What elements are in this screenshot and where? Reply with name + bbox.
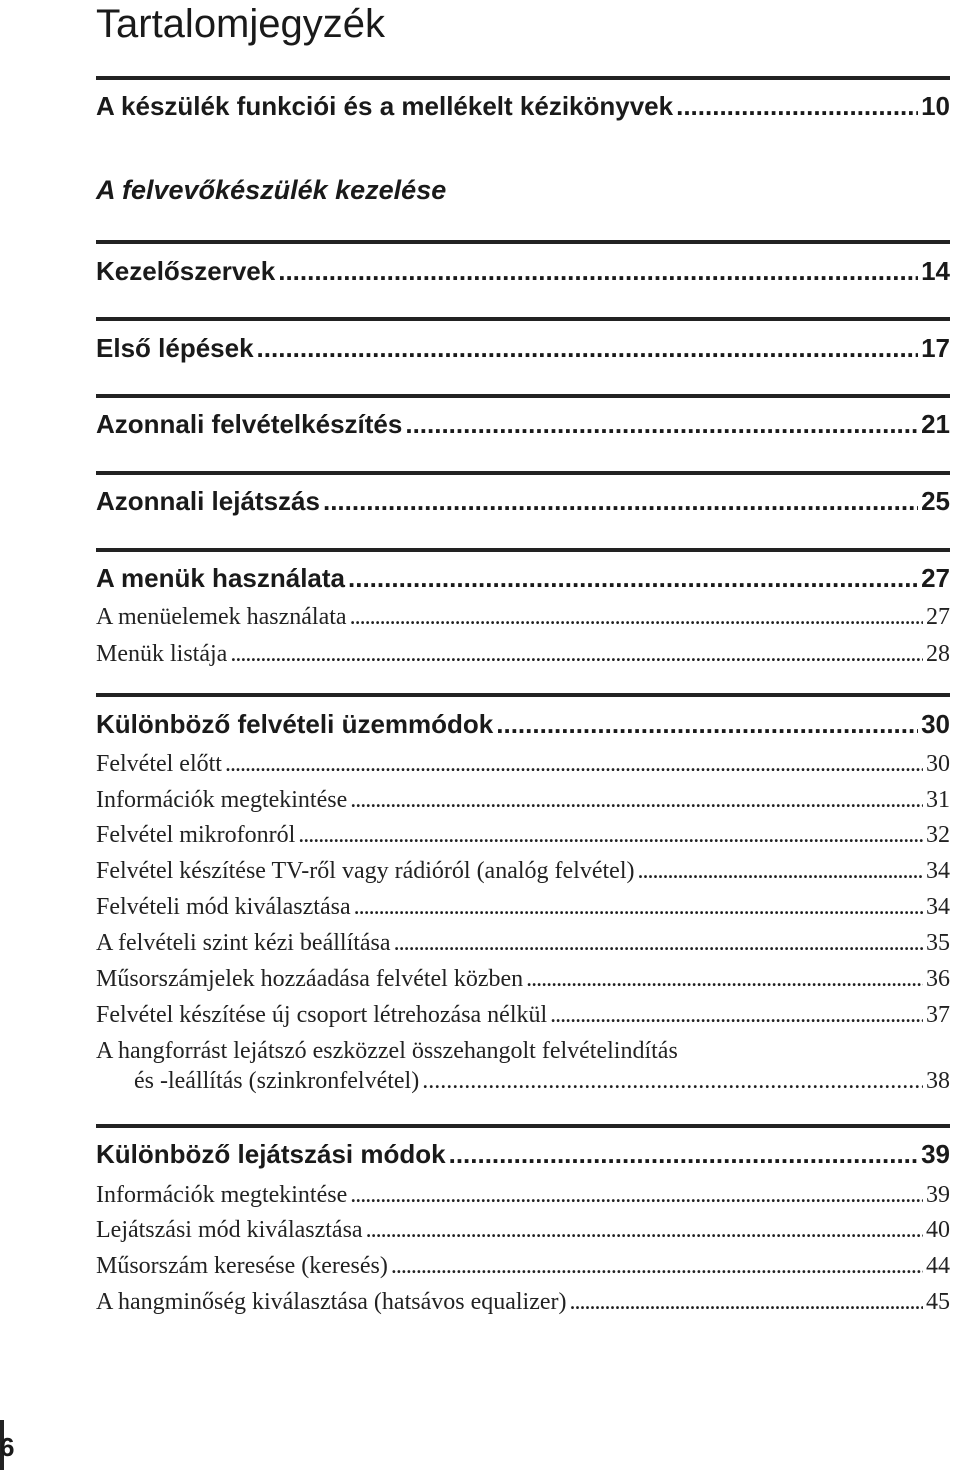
toc-subentry-page: 44 — [926, 1253, 950, 1279]
toc-entry-page: 39 — [921, 1139, 950, 1169]
page-number: 6 — [0, 1432, 15, 1462]
toc-subentry-title: Felvételi mód kiválasztása — [96, 894, 351, 920]
dot-leader — [350, 1177, 923, 1213]
toc-subentry-page: 32 — [926, 822, 950, 848]
dot-leader — [570, 1284, 923, 1320]
dot-leader — [354, 889, 923, 925]
toc-subentry-title: Információk megtekintése — [96, 1182, 348, 1208]
toc-subentry-page: 45 — [926, 1289, 950, 1315]
dot-leader — [526, 961, 923, 997]
dot-leader — [449, 1137, 918, 1171]
toc-entry-title: A menük használata — [96, 563, 346, 593]
toc-subentry-page: 36 — [926, 966, 950, 992]
toc-subentry-title: Műsorszám keresése (keresés) — [96, 1253, 388, 1279]
toc-entry[interactable] — [96, 89, 950, 123]
toc-subentry[interactable] — [96, 1177, 950, 1213]
section-rule — [96, 394, 950, 398]
toc-subentry-page: 38 — [926, 1068, 950, 1094]
toc-entry[interactable] — [96, 1137, 950, 1171]
toc-subentry[interactable] — [96, 961, 950, 997]
dot-leader — [350, 599, 923, 635]
toc-subentry-title: Felvétel mikrofonról — [96, 822, 296, 848]
dot-leader — [366, 1212, 923, 1248]
toc-entry[interactable] — [96, 707, 950, 741]
toc-subentry[interactable] — [96, 1284, 950, 1320]
toc-subentry-title-line2: és -leállítás (szinkronfelvétel) — [134, 1068, 420, 1094]
toc-entry-page: 27 — [921, 563, 950, 593]
section-rule — [96, 317, 950, 321]
toc-subentry-page: 39 — [926, 1182, 950, 1208]
toc-subentry-title: Felvétel előtt — [96, 751, 222, 777]
dot-leader — [298, 817, 923, 853]
toc-subentry-wrapped[interactable] — [96, 1036, 950, 1096]
toc-subentry-page: 30 — [926, 751, 950, 777]
dot-leader — [550, 997, 923, 1033]
dot-leader — [257, 331, 919, 365]
dot-leader — [391, 1248, 923, 1284]
toc-subentry-title: Menük listája — [96, 641, 228, 667]
toc-subentry[interactable] — [96, 817, 950, 853]
dot-leader — [637, 853, 923, 889]
toc-entry[interactable] — [96, 484, 950, 518]
toc-subentry-title-line1: A hangforrást lejátszó eszközzel összehangolt felvételindítás — [96, 1038, 678, 1064]
toc-entry-page: 25 — [921, 486, 950, 516]
section-rule — [96, 693, 950, 697]
toc-subentry[interactable] — [96, 853, 950, 889]
toc-entry[interactable] — [96, 331, 950, 365]
toc-subentry-title: Műsorszámjelek hozzáadása felvétel közben — [96, 966, 524, 992]
section-rule — [96, 548, 950, 552]
section-rule — [96, 240, 950, 244]
toc-subentry[interactable] — [96, 925, 950, 961]
toc-subentry-title: Felvétel készítése új csoport létrehozása nélkül — [96, 1002, 548, 1028]
toc-entry-title: Különböző felvételi üzemmódok — [96, 709, 494, 739]
toc-subentry[interactable] — [96, 636, 950, 672]
toc-entry-title: Első lépések — [96, 333, 254, 363]
toc-subentry-title: A felvételi szint kézi beállítása — [96, 930, 391, 956]
toc-subentry[interactable] — [96, 889, 950, 925]
section-rule — [96, 471, 950, 475]
toc-subentry[interactable] — [96, 782, 950, 818]
toc-entry[interactable] — [96, 254, 950, 288]
toc-entry-title: Különböző lejátszási módok — [96, 1139, 446, 1169]
dot-leader — [278, 254, 918, 288]
toc-subentry-title: A menüelemek használata — [96, 604, 347, 630]
toc-entry-page: 14 — [921, 256, 950, 286]
toc-subentry-page: 34 — [926, 894, 950, 920]
dot-leader — [323, 484, 918, 518]
dot-leader — [496, 707, 918, 741]
dot-leader — [348, 561, 918, 595]
toc-subentry[interactable] — [96, 599, 950, 635]
toc-subentry-page: 31 — [926, 787, 950, 813]
toc-subentry-title: A hangminőség kiválasztása (hatsávos equalizer) — [96, 1289, 567, 1315]
toc-subentry-page: 34 — [926, 858, 950, 884]
toc-entry-title: Kezelőszervek — [96, 256, 276, 286]
toc-entry[interactable] — [96, 407, 950, 441]
toc-entry-page: 21 — [921, 409, 950, 439]
toc-subentry-title: Lejátszási mód kiválasztása — [96, 1217, 363, 1243]
toc-subentry-page: 37 — [926, 1002, 950, 1028]
dot-leader — [350, 782, 923, 818]
dot-leader — [225, 746, 923, 782]
toc-subentry-page: 28 — [926, 641, 950, 667]
toc-subentry-title: Felvétel készítése TV-ről vagy rádióról (analóg felvétel) — [96, 858, 635, 884]
toc-subentry[interactable] — [96, 1248, 950, 1284]
toc-subentry-title: Információk megtekintése — [96, 787, 348, 813]
toc-subentry[interactable] — [96, 746, 950, 782]
toc-entry-page: 10 — [921, 91, 950, 121]
dot-leader — [405, 407, 918, 441]
dot-leader — [394, 925, 923, 961]
toc-subentry[interactable] — [96, 1212, 950, 1248]
dot-leader — [676, 89, 918, 123]
dot-leader — [230, 636, 923, 672]
toc-entry-page: 17 — [921, 333, 950, 363]
toc-entry-title: Azonnali lejátszás — [96, 486, 320, 516]
toc-subentry[interactable] — [96, 997, 950, 1033]
toc-entry[interactable] — [96, 561, 950, 595]
toc-entry-title: Azonnali felvételkészítés — [96, 409, 403, 439]
toc-subentry-page: 40 — [926, 1217, 950, 1243]
dot-leader — [422, 1066, 923, 1096]
toc-subentry-page: 27 — [926, 604, 950, 630]
toc-entry-page: 30 — [921, 709, 950, 739]
section-rule — [96, 1124, 950, 1128]
toc-subentry-page: 35 — [926, 930, 950, 956]
toc-subentry-line2 — [96, 1066, 950, 1096]
toc-entry-title: A készülék funkciói és a mellékelt kézikönyvek — [96, 91, 674, 121]
page-title: Tartalomjegyzék — [96, 2, 386, 46]
section-rule — [96, 76, 950, 80]
toc-section-heading: A felvevőkészülék kezelése — [96, 175, 447, 205]
